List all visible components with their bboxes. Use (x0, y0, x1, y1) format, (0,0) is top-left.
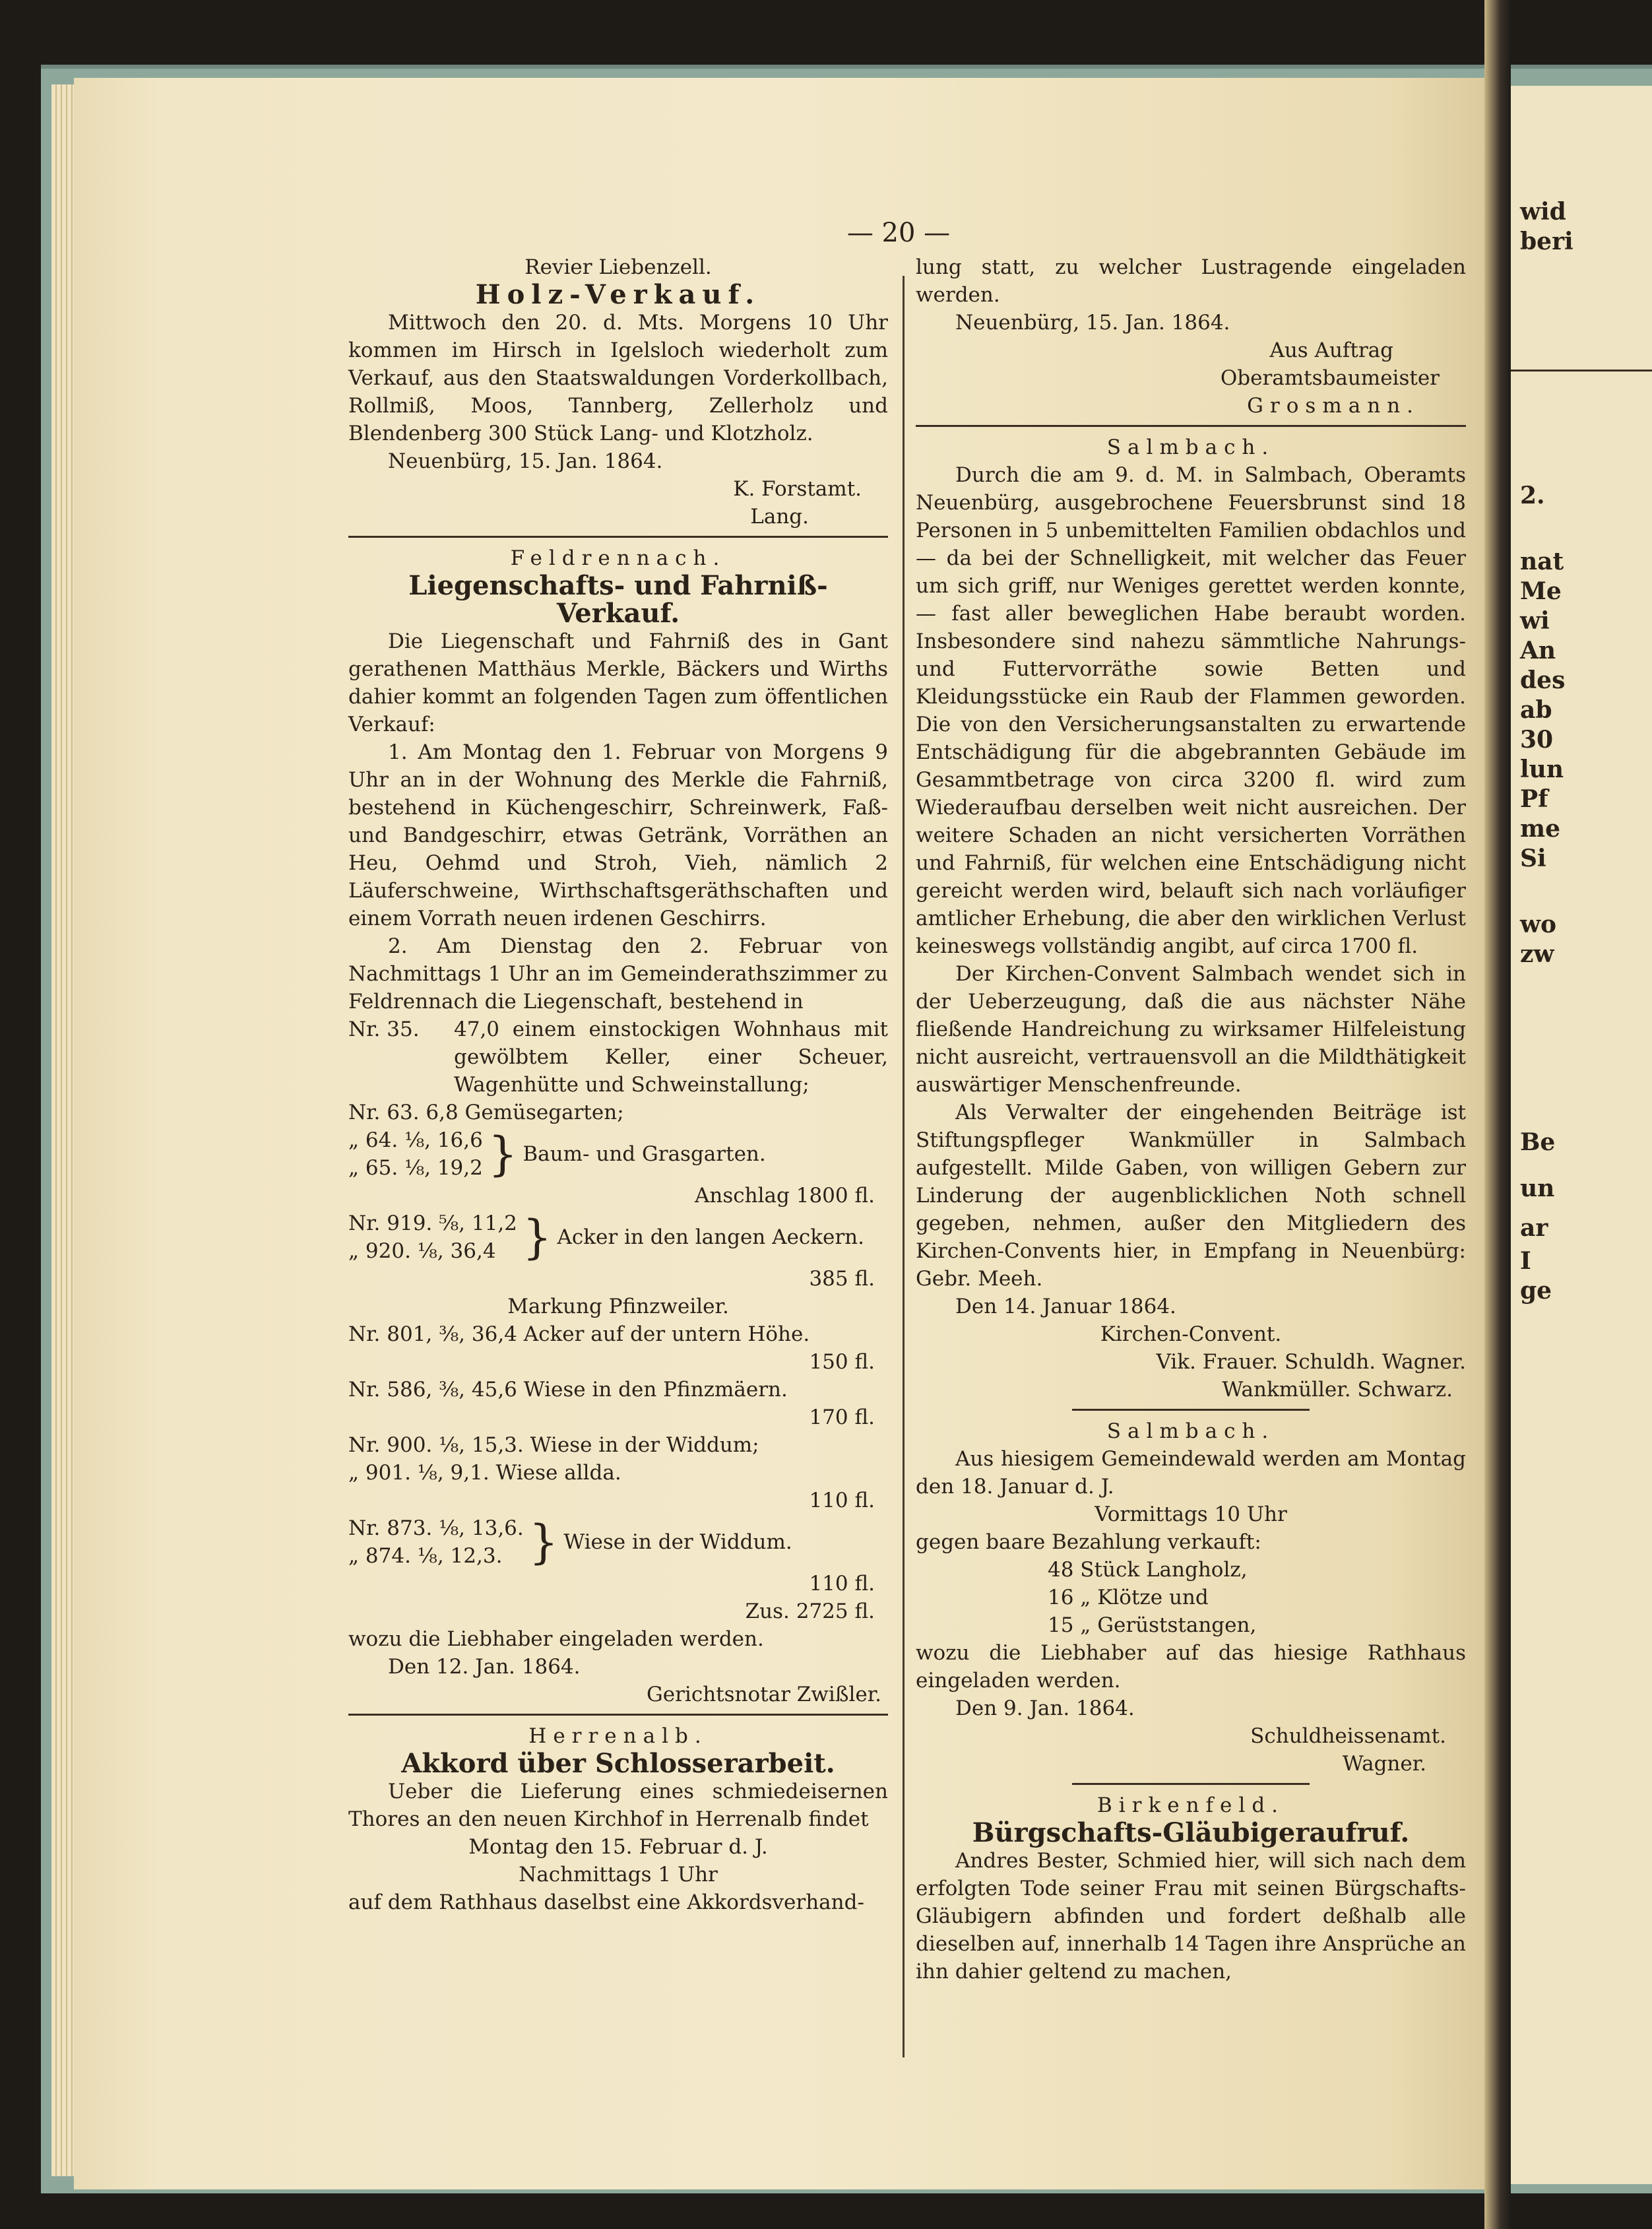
markung: Markung Pfinzweiler. (507, 1295, 729, 1318)
lot-description: Wiese in der Widdum. (563, 1530, 792, 1554)
notice-body: Durch die am 9. d. M. in Salmbach, Oberamts Neuenbürg, ausgebrochene Feuersbrunst sind 18 Personen in 5 unbemittelten Familien obdachlos und — da bei der Schnelligkeit, mit welcher das Feuer um sich griff, nur Weniges gerettet werden konnte, — fast aller beweglichen Habe beraubt worden. Insbesondere sind nahezu sämmtliche Nahrungs- und Futtervorräthe sowie Betten und Kleidungsstücke ein Raub der Flammen geworden. Die von den Versicherungsanstalten zu erwartende Entschädigung für die abgebrannten Gebäude im Gesammtbetrage von circa 3200 fl. wird zum Wiederaufbau derselben weit nicht ausreichen. Der weitere Schaden an nicht versicherten Vorräthen und Fahrniß, für welchen eine Entschädigung nicht gereicht werden wird, belauft sich nach vorläufiger amtlicher Erhebung, die aber den wirklichen Verlust keineswegs vollständig angibt, auf circa 1700 fl. (916, 463, 1466, 958)
price: 150 fl. (809, 1350, 875, 1374)
fragment: un (1520, 1175, 1555, 1202)
lot-row: „ 901. ⅛, 9,1. Wiese allda. (348, 1461, 621, 1485)
section-rule (1072, 1783, 1310, 1785)
lot-group (348, 1126, 888, 1182)
notice-signature: Aus Auftrag (1269, 339, 1393, 362)
notice-date: Den 9. Jan. 1864. (955, 1696, 1135, 1720)
sale-row: 48 Stück Langholz, (1048, 1558, 1248, 1582)
fragment: Me (1520, 577, 1562, 605)
price: 110 fl. (809, 1489, 875, 1512)
lot-row: Nr. 586, ⅜, 45,6 Wiese in den Pfinzmäern. (348, 1378, 788, 1402)
lot-number: Nr. 35. (348, 1018, 420, 1041)
notice-sale: gegen baare Bezahlung verkauft: (916, 1530, 1261, 1554)
notice-body: Als Verwalter der eingehenden Beiträge ist Stiftungspfleger Wankmüller in Salmbach aufgestellt. Milde Gaben, von willigen Gebern zur Linderung der augenblicklichen Noth schnell gegeben, nehmen, außer den Mitgliedern des Kirchen-Convents hier, in Empfang in Neuenbürg: Gebr. Meeh. (916, 1101, 1466, 1291)
total: Zus. 2725 fl. (745, 1599, 875, 1623)
fragment: nat (1520, 548, 1564, 575)
notice-feldrennach (348, 544, 888, 1708)
notice-holz-verkauf (348, 253, 888, 531)
price: 385 fl. (809, 1267, 875, 1291)
lot-group (348, 1514, 888, 1570)
fragment: Pf (1520, 785, 1548, 813)
lot-row: „ 920. ⅛, 36,4 (348, 1239, 496, 1263)
notice-signature-name: Lang. (750, 505, 809, 529)
notice-birkenfeld (916, 1792, 1466, 1986)
notice-date: Montag den 15. Februar d. J. (468, 1835, 768, 1859)
notice-body: Mittwoch den 20. d. Mts. Morgens 10 Uhr kommen im Hirsch in Igelsloch wiederholt zum Verkauf, aus den Staatswaldungen Vorderkollbach, Rollmiß, Moos, Tannberg, Zellerholz und Blendenberg 300 Stück Lang- und Klotzholz. (348, 311, 888, 445)
notice-title: Bürgschafts-Gläubigeraufruf. (972, 1817, 1410, 1848)
brace-glyph: } (522, 1210, 552, 1264)
brace-glyph: } (528, 1515, 559, 1569)
section-rule (916, 425, 1466, 427)
notice-place: Salmbach. (1106, 436, 1275, 459)
fragment: 30 (1520, 726, 1554, 754)
fragment: I (1520, 1247, 1531, 1275)
lot-row: Nr. 900. ⅛, 15,3. Wiese in der Widdum; (348, 1433, 759, 1457)
notice-intro: Die Liegenschaft und Fahrniß des in Gant gerathenen Matthäus Merkle, Bäckers und Wirths dahier kommt an folgenden Tagen zum öffentlichen Verkauf: (348, 630, 888, 736)
lot-group (348, 1210, 888, 1265)
book-gutter (1484, 0, 1511, 2229)
notice-place: Birkenfeld. (1096, 1793, 1285, 1817)
notice-signature: Wankmüller. Schwarz. (1222, 1378, 1453, 1402)
notice-body: lung statt, zu welcher Lustragende eingeladen werden. (916, 255, 1466, 307)
fragment: beri (1520, 228, 1573, 255)
notice-time: Vormittags 10 Uhr (1095, 1502, 1287, 1526)
notice-signature: Oberamtsbaumeister (1220, 366, 1440, 390)
notice-signature-name: Grosmann. (1247, 394, 1420, 418)
fragment: zw (1520, 940, 1554, 968)
sale-row: 16 „ Klötze und (1048, 1586, 1209, 1609)
notice-time: Nachmittags 1 Uhr (519, 1863, 718, 1887)
notice-place: Salmbach. (1106, 1419, 1275, 1443)
fragment: 2. (1520, 482, 1545, 509)
fragment: lun (1520, 756, 1564, 783)
lot-description: 47,0 einem einstockigen Wohnhaus mit gewölbtem Keller, einer Scheuer, Wagenhütte und Schweinstallung; (454, 1018, 888, 1097)
notice-salmbach-holz (916, 1417, 1466, 1778)
section-rule (1072, 1409, 1310, 1411)
left-column (348, 253, 888, 1916)
newspaper-page (74, 78, 1506, 2189)
notice-body: Andres Bester, Schmied hier, will sich nach dem erfolgten Tode seiner Frau mit seinen Bürgschafts-Gläubigern abfinden und fordert deßhalb alle dieselben auf, innerhalb 14 Tagen ihre Ansprüche an ihn dahier geltend zu machen, (916, 1849, 1466, 1984)
lot-row: Nr. 919. ⅝, 11,2 (348, 1211, 517, 1235)
notice-continuation (916, 253, 1466, 420)
lot-row: „ 874. ⅛, 12,3. (348, 1544, 503, 1568)
fragment: An (1520, 637, 1556, 664)
fragment: wo (1520, 911, 1557, 938)
fragment: wid (1520, 198, 1566, 226)
notice-salmbach-fire (916, 434, 1466, 1404)
notice-item-2: 2. Am Dienstag den 2. Februar von Nachmittags 1 Uhr an im Gemeinderathszimmer zu Feldrennach die Liegenschaft, bestehend in (348, 934, 888, 1014)
sale-row: 15 „ Gerüststangen, (1048, 1613, 1257, 1637)
notice-body: Aus hiesigem Gemeindewald werden am Montag den 18. Januar d. J. (916, 1447, 1466, 1499)
notice-place: Feldrennach. (510, 546, 726, 570)
lot-row: Nr. 873. ⅛, 13,6. (348, 1516, 524, 1540)
fragment: me (1520, 815, 1560, 843)
lot-row (348, 1016, 888, 1099)
lot-row: „ 65. ⅛, 19,2 (348, 1156, 483, 1180)
price: Anschlag 1800 fl. (695, 1184, 875, 1208)
notice-body: Ueber die Lieferung eines schmiedeisernen Thores an den neuen Kirchhof in Herrenalb findet (348, 1780, 888, 1831)
fragment: Be (1520, 1128, 1556, 1156)
closing: wozu die Liebhaber auf das hiesige Rathhaus eingeladen werden. (916, 1641, 1466, 1693)
notice-signature: K. Forstamt. (733, 477, 862, 501)
page-number: — 20 — (846, 218, 951, 248)
notice-herrenalb (348, 1722, 888, 1916)
next-page-edge (1511, 86, 1652, 2184)
price: 170 fl. (809, 1405, 875, 1429)
notice-signature: Kirchen-Convent. (1100, 1322, 1282, 1346)
fragment: des (1520, 666, 1566, 694)
fragment: Si (1520, 845, 1546, 872)
notice-date: Neuenbürg, 15. Jan. 1864. (955, 311, 1230, 335)
lot-row: Nr. 63. 6,8 Gemüsegarten; (348, 1101, 624, 1124)
fragment: wi (1520, 607, 1550, 635)
lot-row: Nr. 801, ⅜, 36,4 Acker auf der untern Höhe. (348, 1322, 810, 1346)
notice-title: Liegenschafts- und Fahrniß-Verkauf. (408, 570, 828, 629)
section-rule (348, 536, 888, 538)
lot-row: „ 64. ⅛, 16,6 (348, 1128, 483, 1152)
notice-title: Holz-Verkauf. (475, 279, 761, 310)
notice-date: Den 12. Jan. 1864. (388, 1655, 581, 1679)
notice-signature-name: Wagner. (1342, 1752, 1426, 1776)
fragment: ar (1520, 1214, 1548, 1242)
notice-body-end: auf dem Rathhaus daselbst eine Akkordsverhand- (348, 1890, 864, 1914)
section-rule (348, 1714, 888, 1716)
notice-item-1: 1. Am Montag den 1. Februar von Morgens 9 Uhr an in der Wohnung des Merkle die Fahrniß, bestehend in Küchengeschirr, Schreinwerk, Faß- und Bandgeschirr, etwas Getränk, Vorräthen an Heu, Oehmd und Stroh, Vieh, nämlich 2 Läuferschweine, Wirthschaftsgeräthschaften und einem Vorrath neuen irdenen Geschirrs. (348, 740, 888, 930)
column-divider (903, 276, 905, 2057)
brace-glyph: } (488, 1127, 518, 1181)
lot-description: Acker in den langen Aeckern. (557, 1225, 864, 1249)
lot-description: Baum- und Grasgarten. (523, 1142, 766, 1166)
notice-date: Den 14. Januar 1864. (955, 1295, 1176, 1318)
notice-title: Akkord über Schlosserarbeit. (401, 1748, 835, 1779)
price: 110 fl. (809, 1572, 875, 1596)
notice-signature: Gerichtsnotar Zwißler. (646, 1683, 881, 1706)
notice-body: Der Kirchen-Convent Salmbach wendet sich in der Ueberzeugung, daß die aus nächster Nähe fließende Handreichung zu wirksamer Hilfeleistung nicht ausreicht, vertrauensvoll an die Mildthätigkeit auswärtiger Menschenfreunde. (916, 962, 1466, 1097)
notice-signature: Vik. Frauer. Schuldh. Wagner. (1156, 1350, 1466, 1374)
closing: wozu die Liebhaber eingeladen werden. (348, 1627, 764, 1651)
notice-place: Herrenalb. (528, 1724, 708, 1748)
notice-signature: Schuldheissenamt. (1250, 1724, 1446, 1748)
right-column (916, 253, 1466, 1986)
fragment: ab (1520, 696, 1552, 724)
notice-place: Revier Liebenzell. (524, 255, 712, 279)
fragment: ge (1520, 1277, 1552, 1305)
notice-date: Neuenbürg, 15. Jan. 1864. (388, 449, 663, 473)
